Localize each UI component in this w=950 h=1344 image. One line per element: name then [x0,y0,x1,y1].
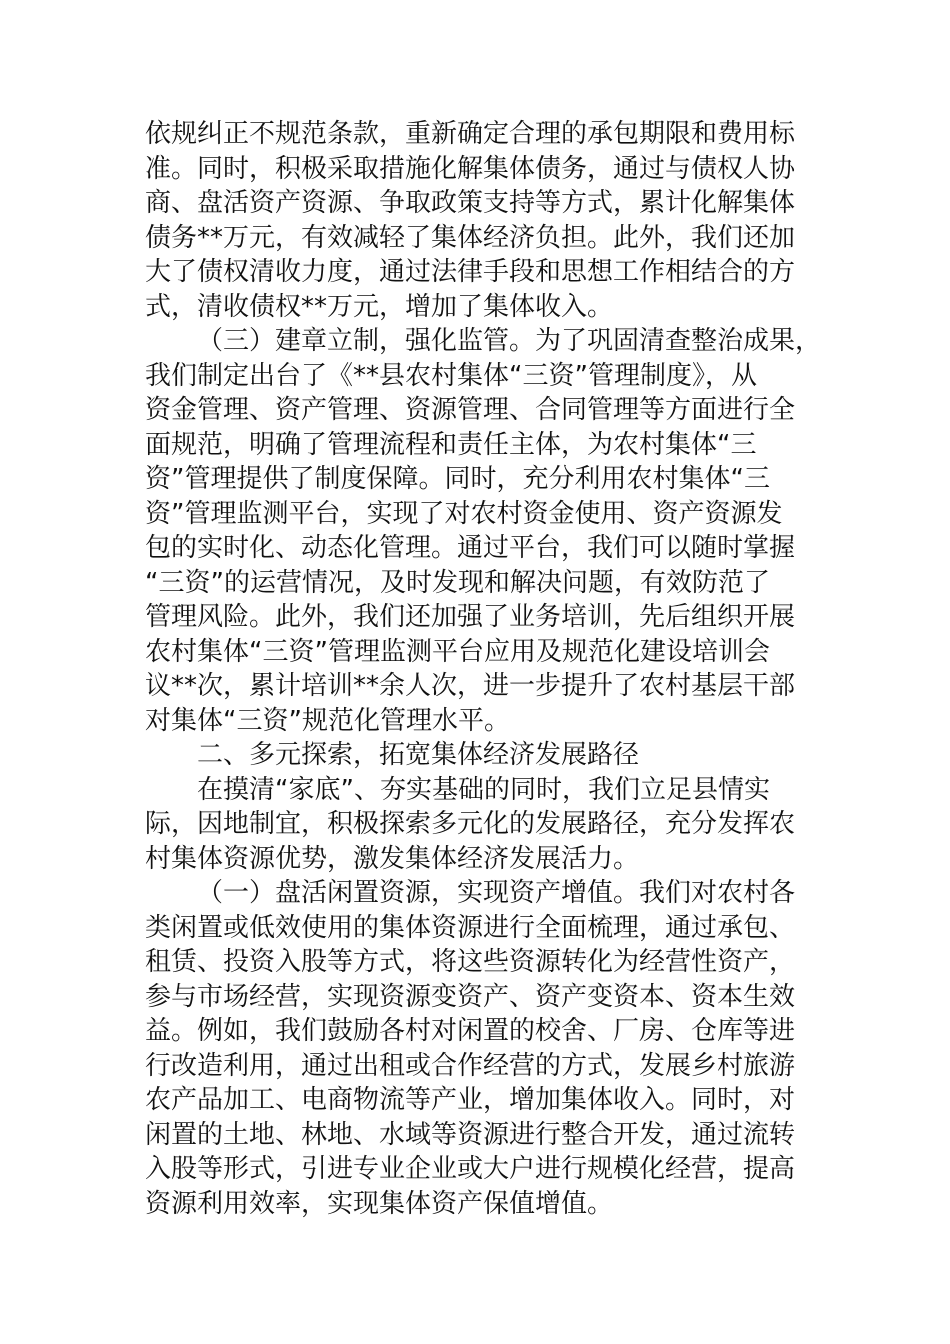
text-line: 债务**万元，有效减轻了集体经济负担。此外，我们还加 [145,222,796,253]
text-line: 议**次，累计培训**余人次，进一步提升了农村基层干部 [145,671,796,701]
text-line: 资金管理、资产管理、资源管理、合同管理等方面进行全 [145,395,796,425]
text-line: 大了债权清收力度，通过法律手段和思想工作相结合的方 [145,257,796,287]
text-line: 依规纠正不规范条款，重新确定合理的承包期限和费用标 [145,119,796,149]
text-line: 面规范，明确了管理流程和责任主体，为农村集体“三 [145,429,757,460]
body-text [145,117,835,1221]
text-line: 资”管理监测平台，实现了对农村资金使用、资产资源发 [145,498,783,529]
text-line: 村集体资源优势，激发集体经济发展活力。 [145,843,640,874]
text-line: 类闲置或低效使用的集体资源进行全面梳理，通过承包、 [145,912,796,943]
text-line: 农村集体“三资”管理监测平台应用及规范化建设培训会 [145,636,770,667]
text-line: 租赁、投资入股等方式，将这些资源转化为经营性资产， [145,947,796,977]
text-line: 益。例如，我们鼓励各村对闲置的校舍、厂房、仓库等进 [145,1016,796,1046]
text-line: 准。同时，积极采取措施化解集体债务，通过与债权人协 [145,153,796,184]
text-line: 包的实时化、动态化管理。通过平台，我们可以随时掌握 [145,533,796,563]
text-line: 商、盘活资产资源、争取政策支持等方式，累计化解集体 [145,188,796,218]
text-line: 参与市场经营，实现资源变资产、资产变资本、资本生效 [145,981,796,1012]
text-line: 管理风险。此外，我们还加强了业务培训，先后组织开展 [145,602,796,632]
text-line: 我们制定出台了《**县农村集体“三资”管理制度》，从 [145,360,757,391]
text-line: 式，清收债权**万元，增加了集体收入。 [145,291,614,322]
text-line: 闲置的土地、林地、水域等资源进行整合开发，通过流转 [145,1119,796,1150]
section-heading: 二、多元探索，拓宽集体经济发展路径 [197,740,640,770]
text-line: 行改造利用，通过出租或合作经营的方式，发展乡村旅游 [145,1050,796,1081]
text-line: 入股等形式，引进专业企业或大户进行规模化经营，提高 [145,1154,796,1184]
text-line: “三资”的运营情况，及时发现和解决问题，有效防范了 [145,567,770,598]
text-line: 资源利用效率，实现集体资产保值增值。 [145,1188,614,1219]
paragraph-start-line: 在摸清“家底”、夯实基础的同时，我们立足县情实 [197,774,770,805]
text-line: 际，因地制宜，积极探索多元化的发展路径，充分发挥农 [145,809,796,839]
subsection-heading-line: （三）建章立制，强化监管。为了巩固清查整治成果， [197,326,822,356]
subsection-heading-line: （一）盘活闲置资源，实现资产增值。我们对农村各 [197,878,796,908]
text-line: 农产品加工、电商物流等产业，增加集体收入。同时，对 [145,1085,796,1115]
text-line: 对集体“三资”规范化管理水平。 [145,705,510,736]
text-line: 资”管理提供了制度保障。同时，充分利用农村集体“三 [145,464,770,494]
